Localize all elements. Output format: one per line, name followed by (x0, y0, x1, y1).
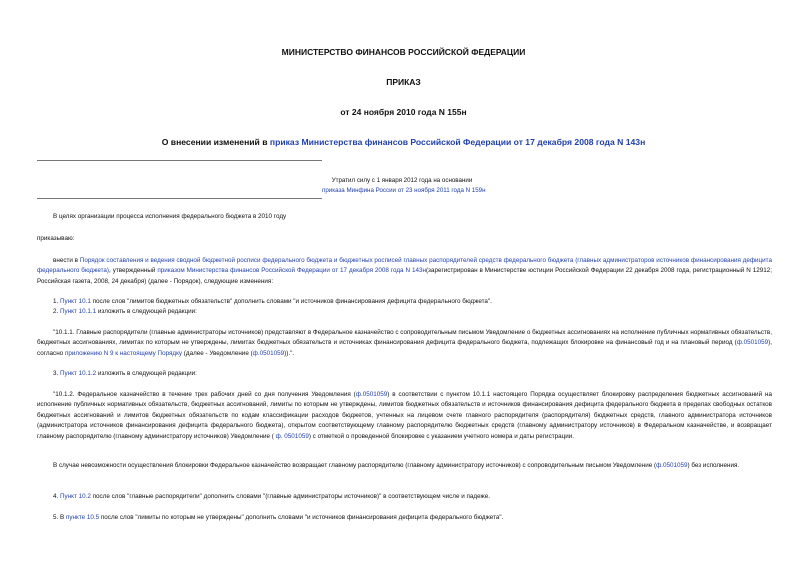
item-4 (37, 492, 772, 502)
item-10-1-2-link[interactable]: Пункт 10.1.2 (60, 370, 97, 377)
title-prefix: О внесении изменений в (161, 137, 270, 147)
item-10-5-link[interactable]: пункте 10.5 (65, 514, 100, 521)
ministry-heading: МИНИСТЕРСТВО ФИНАНСОВ РОССИЙСКОЙ ФЕДЕРАЦИИ (281, 47, 526, 57)
text-span: , утвержденный (109, 267, 158, 275)
text-span: ) без исполнения. (687, 462, 740, 469)
appendix-9-link[interactable]: приложению N 9 к настоящему Порядку (64, 349, 183, 357)
item-3 (37, 369, 772, 379)
item-5 (37, 513, 772, 523)
procedure-link[interactable]: Порядок составления и ведения сводной бюджетной росписи федерального бюджета и бюджетных росписей главных распорядителей средств федерального бюджета (главных администраторов источников финансирования дефицита федерального бюджета) (37, 257, 773, 275)
text-span: 4. (53, 493, 61, 500)
order-143n-link[interactable]: приказом Министерства финансов Российской Федерации от 17 декабря 2008 года N 143н (157, 267, 426, 275)
quote-10-1-2 (37, 390, 772, 442)
status-note (322, 176, 486, 196)
quote-impossibility (37, 461, 772, 471)
text-span: (далее - Уведомление ( (182, 349, 253, 357)
text-span: после слов "лимиты по которым не утверждены" дополнить словами "и источников финансирования дефицита федерального бюджета". (99, 514, 504, 521)
text-span: (зарегистрирован в Министерстве юстиции Российской Федерации 22 декабря 2008 года, регистрационный N 12912; Российская газета, 2008, 24 декабря) (далее - Порядок), следующие изменения: (37, 267, 772, 285)
text-span: 2. (53, 308, 61, 315)
text-span: "10.1.2. Федеральное казначейство в течение трех рабочих дней со дня получения Уведомления ( (53, 391, 356, 398)
text-span: ), согласно (37, 339, 772, 357)
text-span: 1. (53, 298, 61, 305)
repeal-order-link[interactable]: приказа Минфина России от 23 ноября 2011 года N 159н (322, 187, 486, 194)
item-2 (37, 307, 772, 317)
text-span: ) с отметкой о проведенной блокировке с указанием учетного номера и даты регистрации. (308, 432, 574, 440)
order-word: приказываю: (37, 235, 75, 242)
text-span: 3. (53, 370, 61, 377)
item-10-1-link[interactable]: Пункт 10.1 (60, 298, 91, 305)
divider-bottom (37, 198, 322, 199)
text-span: "10.1.1. Главные распорядители (главные администраторы источников) представляют в Федеральное казначейство с сопроводительным письмом Уведомление о бюджетных ассигнованиях на исполнение публичных нормативных обязательств, бюджетных ассигнованиях, лимитах по которым не утверждены, лимитах бюджетных обязательств и источниках финансирования дефицита федерального бюджета, подлежащих блокировке на финансовый год и на плановый период ( (37, 329, 772, 347)
paragraph-main (37, 256, 772, 287)
date-number-heading: от 24 ноября 2010 года N 155н (340, 107, 467, 117)
text-span: )).". (284, 349, 295, 357)
document-title (0, 137, 807, 147)
form-0501059-link[interactable]: ф.0501059 (656, 462, 688, 469)
intro-paragraph: В целях организации процесса исполнения федерального бюджета в 2010 году (53, 213, 287, 220)
divider-top (37, 160, 322, 161)
text-span: В случае невозможности осуществления блокировки Федеральное казначейство возвращает главному распорядителю (главному администратору источников) с сопроводительным письмом Уведомление ( (53, 462, 657, 469)
item-10-2-link[interactable]: Пункт 10.2 (60, 493, 91, 500)
text-span: после слов "главные распорядители" дополнить словами "(главные администраторы источников)" в соответствующем числе и падеже. (90, 493, 490, 500)
form-0501059-link[interactable]: ф.0501059 (252, 349, 285, 357)
form-0501059-link[interactable]: ф. 0501059 (275, 432, 309, 440)
item-10-1-1-link[interactable]: Пункт 10.1.1 (60, 308, 97, 315)
text-span: изложить в следующей редакции: (96, 308, 197, 315)
text-span: после слов "лимитов бюджетных обязательств" дополнить словами "и источников финансирования дефицита федерального бюджета". (90, 298, 492, 305)
amended-order-link[interactable]: приказ Министерства финансов Российской Федерации от 17 декабря 2008 года N 143н (269, 137, 646, 147)
text-span: изложить в следующей редакции: (96, 370, 197, 377)
text-span: 5. В (53, 514, 66, 521)
item-1 (37, 297, 772, 307)
text-span: ) в соответствии с пунктом 10.1.1 настоящего Порядка осуществляет блокировку распределения бюджетных ассигнований на исполнение публичных нормативных обязательств, бюджетных ассигнований, лимиты по которым не утверждены, лимитов бюджетных обязательств и источников финансирования дефицита федерального бюджета в пределах свободных остатков бюджетных ассигнований и лимитов бюджетных обязательств по кодам классификации расходов бюджетов, учтенных на лицевом счете главного распорядителя (распорядителя) бюджетных средств, главного администратора источников (администратора источников финансирования дефицита федерального бюджета), открытом соответствующему главному распорядителю бюджетных средств (главному администратору источников) в Федеральном казначействе, и возвращает главному распорядителю (главному администратору источников) Уведомление ( (37, 391, 772, 440)
doc-type-heading: ПРИКАЗ (386, 77, 421, 87)
form-0501059-link[interactable]: ф.0501059 (736, 339, 769, 347)
form-0501059-link[interactable]: ф.0501059 (355, 391, 388, 398)
status-note-text: Утратил силу с 1 января 2012 года на основании (331, 177, 473, 184)
text-span: внести в (53, 257, 80, 264)
quote-10-1-1 (37, 328, 772, 359)
